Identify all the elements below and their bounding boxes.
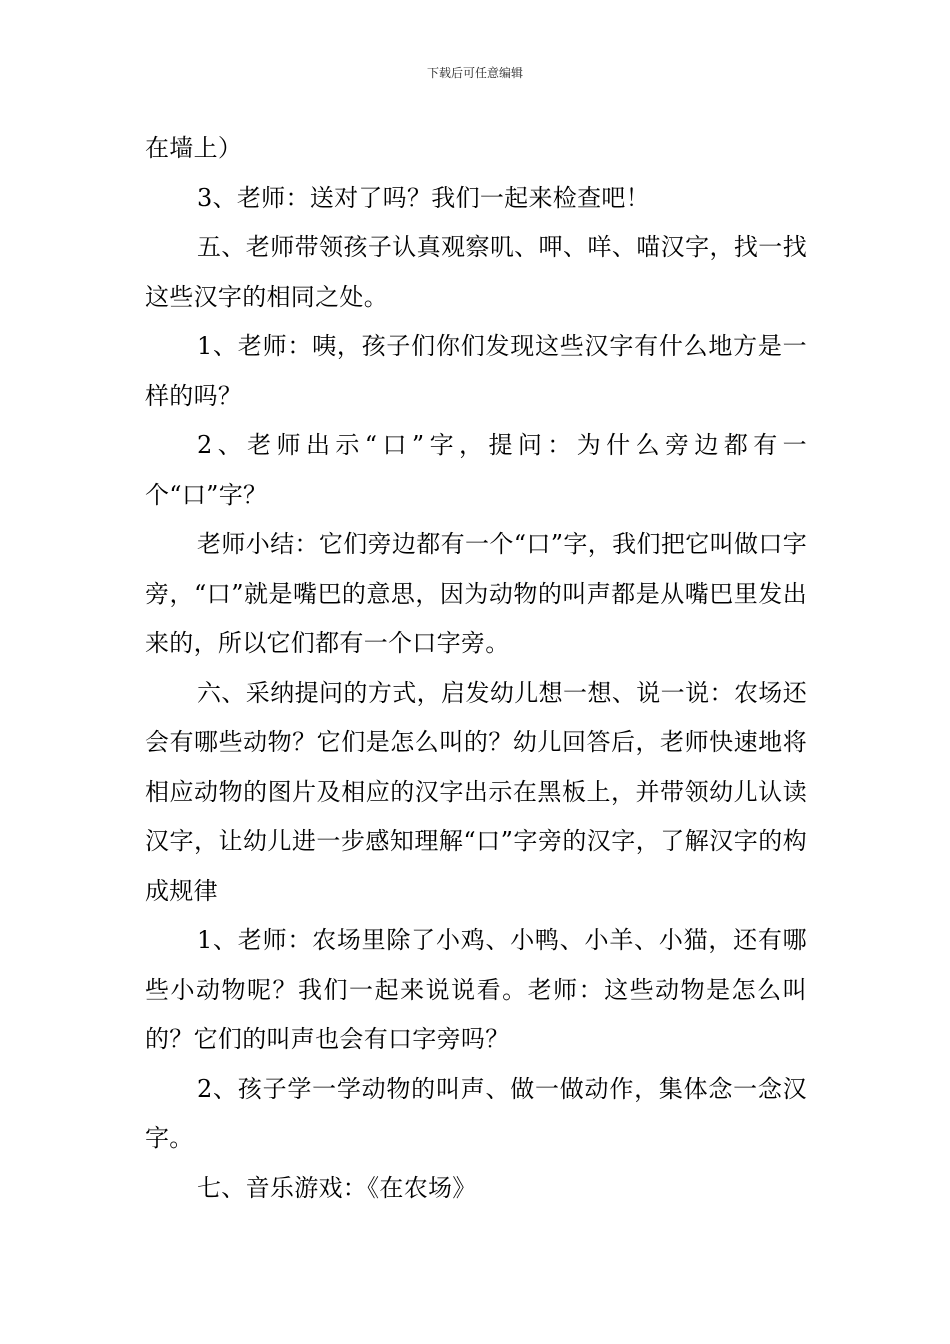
paragraph: 1、老师：农场里除了小鸡、小鸭、小羊、小猫，还有哪些小动物呢？我们一起来说说看。老师：这些动物是怎么叫的？它们的叫声也会有口字旁吗？ [145, 926, 807, 1053]
paragraph: 2、老师出示“口”字，提问：为什么旁边都有一个“口”字？ [145, 431, 807, 509]
paragraph: 在墙上） [145, 134, 243, 162]
paragraph: 3、老师：送对了吗？我们一起来检查吧！ [197, 183, 650, 212]
paragraph: 老师小结：它们旁边都有一个“口”字，我们把它叫做口字旁，“口”就是嘴巴的意思，因为动物的叫声都是从嘴巴里发出来的，所以它们都有一个口字旁。 [145, 530, 807, 657]
paragraph: 七、音乐游戏：《在农场》 [197, 1173, 477, 1202]
page-header-note: 下载后可任意编辑 [426, 66, 523, 80]
paragraph: 五、老师带领孩子认真观察叽、呷、咩、喵汉字，找一找这些汉字的相同之处。 [145, 233, 807, 311]
document-body [145, 124, 807, 1213]
paragraph: 2、孩子学一学动物的叫声、做一做动作，集体念一念汉字。 [145, 1074, 807, 1152]
paragraph: 1、老师：咦，孩子们你们发现这些汉字有什么地方是一样的吗？ [145, 332, 807, 410]
paragraph: 六、采纳提问的方式，启发幼儿想一想、说一说：农场还会有哪些动物？它们是怎么叫的？幼儿回答后，老师快速地将相应动物的图片及相应的汉字出示在黑板上，并带领幼儿认读汉字，让幼儿进一步感知理解“口”字旁的汉字，了解汉字的构成规律 [145, 678, 807, 905]
